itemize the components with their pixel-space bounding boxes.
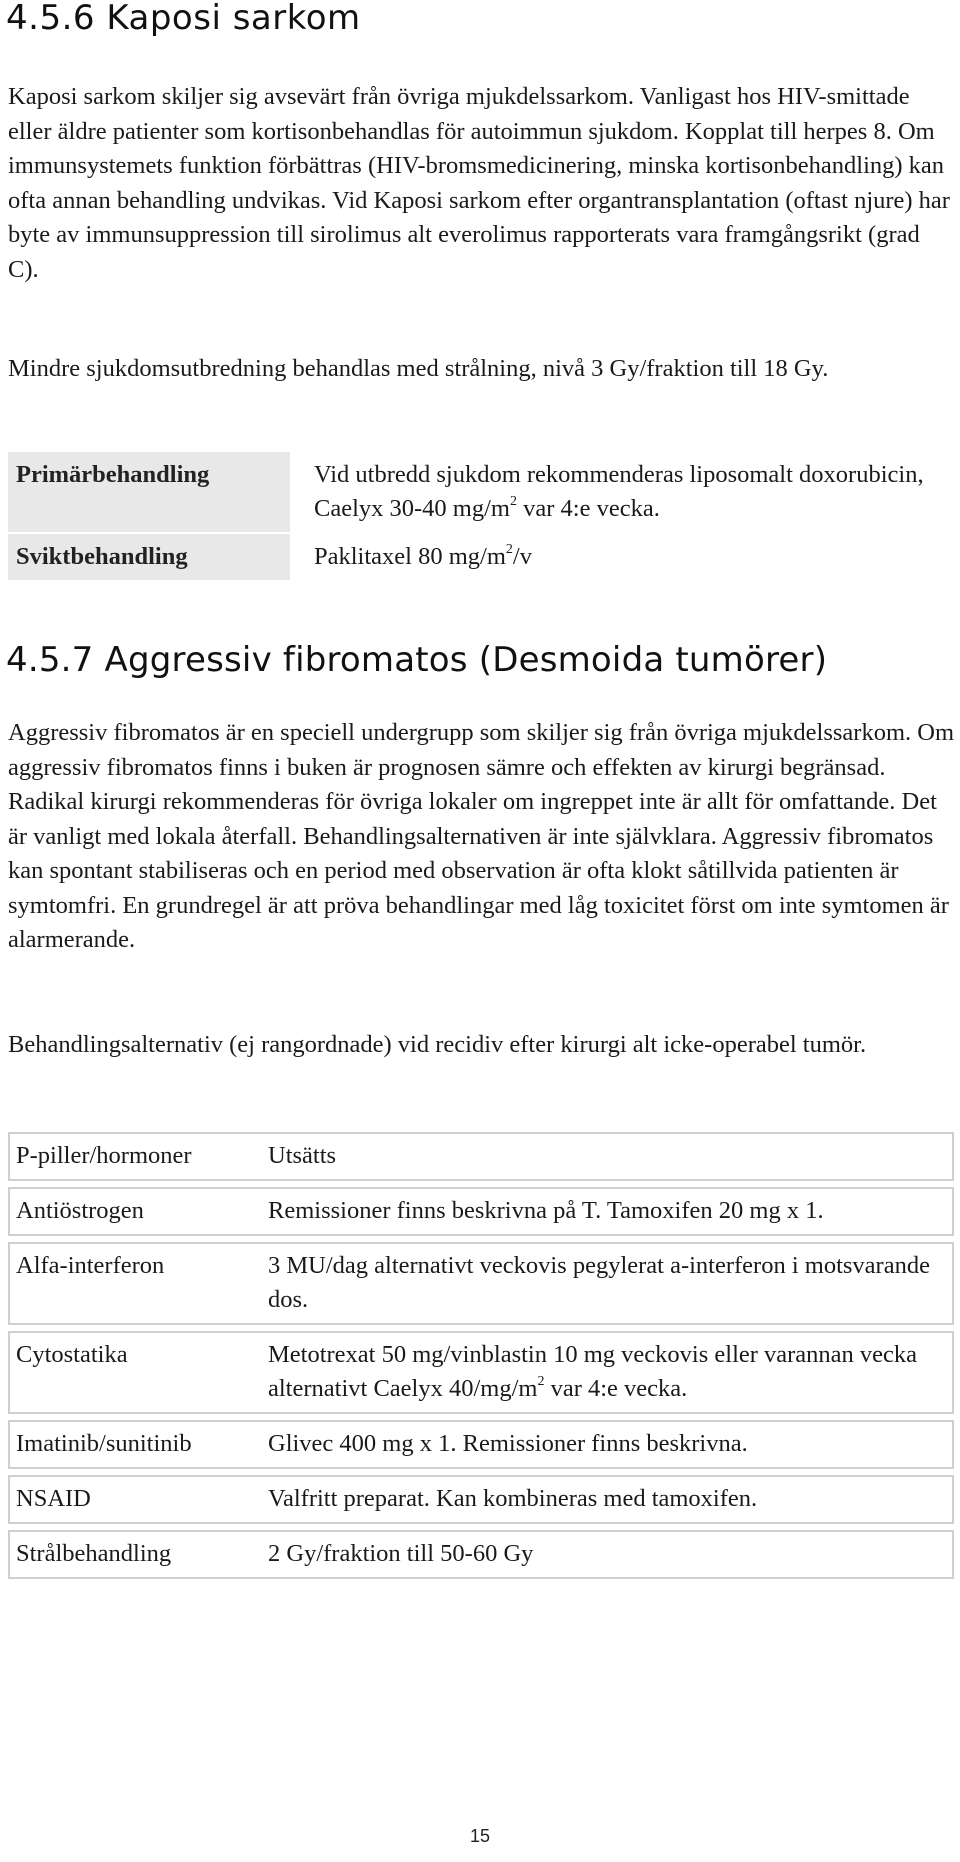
table-row bbox=[9, 1332, 953, 1413]
table-row bbox=[9, 1531, 953, 1578]
treatment-label: P-piller/hormoner bbox=[9, 1133, 262, 1180]
treatment-label: NSAID bbox=[9, 1476, 262, 1523]
page-number: 15 bbox=[469, 1826, 491, 1846]
table-row bbox=[9, 1133, 953, 1180]
treatment-label: Cytostatika bbox=[9, 1332, 262, 1413]
treatment-description: 2 Gy/fraktion till 50-60 Gy bbox=[262, 1531, 953, 1578]
table-row bbox=[9, 1421, 953, 1468]
treatment-description: Valfritt preparat. Kan kombineras med tamoxifen. bbox=[262, 1476, 953, 1523]
section-heading-desmoid: 4.5.7 Aggressiv fibromatos (Desmoida tumörer) bbox=[6, 640, 828, 680]
kaposi-treatment-table bbox=[8, 450, 954, 582]
treatment-label: Alfa-interferon bbox=[9, 1243, 262, 1324]
treatment-description: Vid utbredd sjukdom rekommenderas liposomalt doxorubicin, Caelyx 30-40 $mg/m^2$ var 4:e vecka. bbox=[314, 461, 924, 522]
treatment-label: Strålbehandling bbox=[9, 1531, 262, 1578]
treatment-description: Metotrexat 50 mg/vinblastin 10 mg veckovis eller varannan vecka alternativt Caelyx $40/mg/m^2$ var 4:e vecka. bbox=[262, 1332, 953, 1413]
desmoid-treatment-table bbox=[8, 1132, 954, 1579]
desmoid-intro-paragraph: Aggressiv fibromatos är en speciell undergrupp som skiljer sig från övriga mjukdelssarkom. Om aggressiv fibromatos finns i buken är prognosen sämre och effekten av kirurgi begränsad. Radikal kirurgi rekommenderas för övriga lokaler om ingreppet inte är allt för omfattande. Det är vanligt med lokala återfall. Behandlingsalternativen är inte självklara. Aggressiv fibromatos kan spontant stabiliseras och en period med observation är ofta klokt såtillvida patienten är symtomfri. En grundregel är att pröva behandlingar med låg toxicitet först om inte symtomen är alarmerande. bbox=[8, 719, 955, 953]
table-row bbox=[8, 452, 954, 532]
treatment-label: Imatinib/sunitinib bbox=[9, 1421, 262, 1468]
treatment-description: Paklitaxel 80 $mg/m^2/v$ bbox=[314, 541, 532, 570]
desmoid-alternatives-paragraph: Behandlingsalternativ (ej rangordnade) vid recidiv efter kirurgi alt icke-operabel tumör. bbox=[8, 1031, 867, 1058]
treatment-description: 3 MU/dag alternativt veckovis pegylerat a-interferon i motsvarande dos. bbox=[262, 1243, 953, 1324]
kaposi-radiation-paragraph: Mindre sjukdomsutbredning behandlas med strålning, nivå 3 Gy/fraktion till 18 Gy. bbox=[8, 355, 829, 382]
treatment-description: Utsätts bbox=[262, 1133, 953, 1180]
kaposi-intro-paragraph: Kaposi sarkom skiljer sig avsevärt från övriga mjukdelssarkom. Vanligast hos HIV-smittade eller äldre patienter som kortisonbehandlas för autoimmun sjukdom. Kopplat till herpes 8. Om immunsystemets funktion förbättras (HIV-bromsmedicinering, minska kortisonbehandling) kan ofta annan behandling undvikas. Vid Kaposi sarkom efter organtransplantation (oftast njure) har byte av immunsuppression till sirolimus alt everolimus rapporterats vara framgångsrikt (grad C). bbox=[8, 83, 950, 283]
treatment-label: Primärbehandling bbox=[8, 452, 290, 532]
treatment-label: Sviktbehandling bbox=[8, 534, 290, 580]
table-row bbox=[9, 1243, 953, 1324]
table-row bbox=[9, 1188, 953, 1235]
section-heading-kaposi: 4.5.6 Kaposi sarkom bbox=[6, 0, 361, 38]
table-row bbox=[9, 1476, 953, 1523]
table-row bbox=[8, 534, 954, 580]
treatment-label: Antiöstrogen bbox=[9, 1188, 262, 1235]
treatment-description: Remissioner finns beskrivna på T. Tamoxifen 20 mg x 1. bbox=[262, 1188, 953, 1235]
treatment-description: Glivec 400 mg x 1. Remissioner finns beskrivna. bbox=[262, 1421, 953, 1468]
